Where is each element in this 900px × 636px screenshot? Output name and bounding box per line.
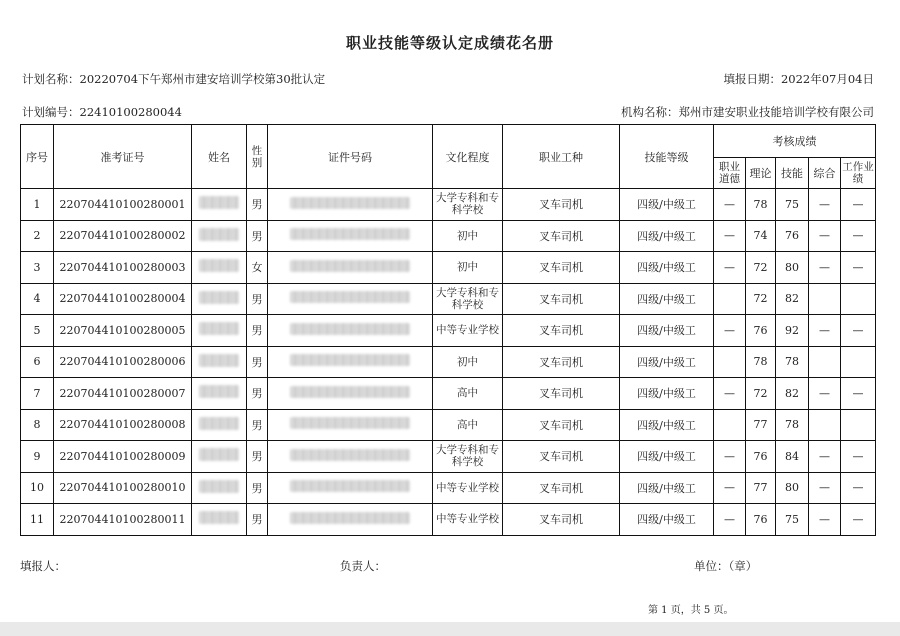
redacted-block	[290, 354, 410, 366]
redacted-block	[290, 480, 410, 492]
header-skill: 技能	[776, 158, 809, 189]
cell-theory: 72	[746, 252, 776, 284]
cell-work-performance: —	[841, 252, 876, 284]
cell-occupation: 叉车司机	[503, 189, 620, 221]
cell-occupation: 叉车司机	[503, 220, 620, 252]
header-overall: 综合	[809, 158, 841, 189]
redacted-block	[199, 385, 239, 398]
cell-gender: 男	[247, 409, 268, 441]
redacted-block	[199, 480, 239, 493]
cell-id-redacted	[268, 283, 433, 315]
cell-seq: 10	[21, 472, 54, 504]
redacted-block	[199, 228, 239, 241]
score-roster-table	[20, 124, 876, 536]
cell-gender: 女	[247, 252, 268, 284]
cell-skill-level: 四级/中级工	[620, 409, 714, 441]
cell-work-performance: —	[841, 472, 876, 504]
cell-skill: 92	[776, 315, 809, 347]
cell-overall: —	[809, 378, 841, 410]
header-scores-group: 考核成绩	[714, 125, 876, 158]
redacted-block	[199, 448, 239, 461]
cell-overall: —	[809, 504, 841, 536]
cell-seq: 7	[21, 378, 54, 410]
cell-seq: 5	[21, 315, 54, 347]
cell-skill-level: 四级/中级工	[620, 315, 714, 347]
header-name: 姓名	[192, 125, 247, 189]
cell-ticket-no: 220704410100280008	[54, 409, 192, 441]
redacted-block	[290, 260, 410, 272]
cell-name-redacted	[192, 252, 247, 284]
redacted-block	[199, 511, 239, 524]
cell-ticket-no: 220704410100280010	[54, 472, 192, 504]
cell-ticket-no: 220704410100280005	[54, 315, 192, 347]
cell-name-redacted	[192, 283, 247, 315]
cell-id-redacted	[268, 504, 433, 536]
cell-work-performance: —	[841, 504, 876, 536]
cell-occupation: 叉车司机	[503, 252, 620, 284]
cell-ethics: —	[714, 315, 746, 347]
header-occupation: 职业工种	[503, 125, 620, 189]
header-theory: 理论	[746, 158, 776, 189]
cell-seq: 8	[21, 409, 54, 441]
cell-overall	[809, 283, 841, 315]
cell-occupation: 叉车司机	[503, 315, 620, 347]
cell-id-redacted	[268, 409, 433, 441]
filler-label: 填报人：	[20, 559, 66, 573]
cell-education: 中等专业学校	[433, 504, 503, 536]
cell-education: 中等专业学校	[433, 472, 503, 504]
cell-ethics: —	[714, 220, 746, 252]
cell-name-redacted	[192, 409, 247, 441]
redacted-block	[290, 417, 410, 429]
cell-name-redacted	[192, 441, 247, 473]
cell-overall	[809, 346, 841, 378]
cell-occupation: 叉车司机	[503, 504, 620, 536]
cell-ethics: —	[714, 189, 746, 221]
cell-overall: —	[809, 252, 841, 284]
table-row	[21, 346, 876, 378]
cell-gender: 男	[247, 220, 268, 252]
cell-ethics: —	[714, 252, 746, 284]
cell-education: 初中	[433, 252, 503, 284]
cell-id-redacted	[268, 220, 433, 252]
cell-skill: 80	[776, 252, 809, 284]
page-indicator: 第 1 页，共 5 页。	[648, 605, 734, 616]
redacted-block	[290, 449, 410, 461]
cell-skill-level: 四级/中级工	[620, 252, 714, 284]
cell-skill: 82	[776, 283, 809, 315]
plan-number: 计划编号：22410100280044	[22, 105, 182, 119]
table-row	[21, 189, 876, 221]
redacted-block	[199, 354, 239, 367]
redacted-block	[290, 512, 410, 524]
cell-overall: —	[809, 220, 841, 252]
cell-work-performance: —	[841, 189, 876, 221]
cell-education: 初中	[433, 346, 503, 378]
table-row	[21, 409, 876, 441]
cell-education: 初中	[433, 220, 503, 252]
cell-id-redacted	[268, 378, 433, 410]
header-id-number: 证件号码	[268, 125, 433, 189]
table-row	[21, 252, 876, 284]
cell-theory: 74	[746, 220, 776, 252]
cell-name-redacted	[192, 346, 247, 378]
header-ethics: 职业道德	[714, 158, 746, 189]
header-work-performance: 工作业绩	[841, 158, 876, 189]
cell-theory: 76	[746, 504, 776, 536]
cell-name-redacted	[192, 189, 247, 221]
unit-seal-label: 单位：（章）	[694, 559, 758, 573]
header-education: 文化程度	[433, 125, 503, 189]
cell-skill: 76	[776, 220, 809, 252]
cell-skill-level: 四级/中级工	[620, 346, 714, 378]
cell-name-redacted	[192, 378, 247, 410]
redacted-block	[290, 291, 410, 303]
cell-name-redacted	[192, 220, 247, 252]
cell-ethics: —	[714, 472, 746, 504]
table-row	[21, 283, 876, 315]
cell-skill: 78	[776, 409, 809, 441]
cell-ticket-no: 220704410100280002	[54, 220, 192, 252]
cell-id-redacted	[268, 189, 433, 221]
redacted-block	[199, 322, 239, 335]
cell-gender: 男	[247, 504, 268, 536]
cell-work-performance	[841, 346, 876, 378]
cell-theory: 76	[746, 441, 776, 473]
cell-seq: 9	[21, 441, 54, 473]
cell-ticket-no: 220704410100280004	[54, 283, 192, 315]
cell-skill: 78	[776, 346, 809, 378]
organization-name: 机构名称：郑州市建安职业技能培训学校有限公司	[621, 105, 874, 119]
redacted-block	[290, 323, 410, 335]
cell-name-redacted	[192, 504, 247, 536]
cell-ticket-no: 220704410100280009	[54, 441, 192, 473]
cell-ethics: —	[714, 378, 746, 410]
cell-work-performance: —	[841, 378, 876, 410]
cell-occupation: 叉车司机	[503, 378, 620, 410]
cell-id-redacted	[268, 441, 433, 473]
cell-id-redacted	[268, 472, 433, 504]
cell-name-redacted	[192, 315, 247, 347]
table-row	[21, 472, 876, 504]
cell-gender: 男	[247, 441, 268, 473]
cell-skill: 75	[776, 504, 809, 536]
cell-gender: 男	[247, 315, 268, 347]
cell-education: 大学专科和专科学校	[433, 441, 503, 473]
roster-body	[21, 189, 876, 536]
cell-seq: 2	[21, 220, 54, 252]
cell-gender: 男	[247, 346, 268, 378]
cell-work-performance: —	[841, 220, 876, 252]
cell-ethics: —	[714, 504, 746, 536]
cell-theory: 77	[746, 472, 776, 504]
cell-ticket-no: 220704410100280001	[54, 189, 192, 221]
cell-work-performance	[841, 409, 876, 441]
cell-seq: 11	[21, 504, 54, 536]
cell-seq: 3	[21, 252, 54, 284]
redacted-block	[199, 291, 239, 304]
cell-skill-level: 四级/中级工	[620, 220, 714, 252]
cell-gender: 男	[247, 283, 268, 315]
cell-occupation: 叉车司机	[503, 346, 620, 378]
cell-theory: 72	[746, 283, 776, 315]
cell-id-redacted	[268, 346, 433, 378]
redacted-block	[290, 197, 410, 209]
cell-overall: —	[809, 472, 841, 504]
cell-skill: 75	[776, 189, 809, 221]
table-row	[21, 504, 876, 536]
cell-skill-level: 四级/中级工	[620, 441, 714, 473]
cell-skill: 82	[776, 378, 809, 410]
cell-work-performance: —	[841, 315, 876, 347]
cell-occupation: 叉车司机	[503, 409, 620, 441]
cell-skill-level: 四级/中级工	[620, 189, 714, 221]
cell-education: 高中	[433, 409, 503, 441]
manager-label: 负责人：	[340, 559, 386, 573]
cell-ticket-no: 220704410100280011	[54, 504, 192, 536]
redacted-block	[290, 228, 410, 240]
redacted-block	[199, 196, 239, 209]
fill-date: 填报日期：2022年07月04日	[723, 72, 874, 86]
cell-education: 大学专科和专科学校	[433, 283, 503, 315]
cell-work-performance: —	[841, 441, 876, 473]
cell-overall: —	[809, 315, 841, 347]
header-skill-level: 技能等级	[620, 125, 714, 189]
cell-theory: 78	[746, 346, 776, 378]
cell-theory: 76	[746, 315, 776, 347]
cell-seq: 1	[21, 189, 54, 221]
table-row	[21, 441, 876, 473]
redacted-block	[199, 417, 239, 430]
cell-ethics	[714, 409, 746, 441]
cell-skill-level: 四级/中级工	[620, 283, 714, 315]
cell-gender: 男	[247, 378, 268, 410]
cell-ticket-no: 220704410100280003	[54, 252, 192, 284]
header-seq: 序号	[21, 125, 54, 189]
cell-ethics: —	[714, 441, 746, 473]
cell-overall: —	[809, 189, 841, 221]
cell-work-performance	[841, 283, 876, 315]
cell-gender: 男	[247, 189, 268, 221]
plan-name: 计划名称：20220704下午郑州市建安培训学校第30批认定	[22, 72, 326, 86]
cell-skill: 84	[776, 441, 809, 473]
cell-occupation: 叉车司机	[503, 472, 620, 504]
redacted-block	[199, 259, 239, 272]
cell-seq: 6	[21, 346, 54, 378]
cell-education: 高中	[433, 378, 503, 410]
table-row	[21, 378, 876, 410]
cell-ticket-no: 220704410100280007	[54, 378, 192, 410]
cell-ethics	[714, 283, 746, 315]
cell-skill: 80	[776, 472, 809, 504]
cell-education: 大学专科和专科学校	[433, 189, 503, 221]
cell-overall	[809, 409, 841, 441]
cell-skill-level: 四级/中级工	[620, 378, 714, 410]
cell-id-redacted	[268, 252, 433, 284]
header-ticket-no: 准考证号	[54, 125, 192, 189]
header-gender: 性别	[247, 125, 268, 189]
redacted-block	[290, 386, 410, 398]
cell-occupation: 叉车司机	[503, 441, 620, 473]
cell-education: 中等专业学校	[433, 315, 503, 347]
cell-skill-level: 四级/中级工	[620, 504, 714, 536]
cell-skill-level: 四级/中级工	[620, 472, 714, 504]
cell-id-redacted	[268, 315, 433, 347]
cell-name-redacted	[192, 472, 247, 504]
cell-seq: 4	[21, 283, 54, 315]
bottom-scroll-band	[0, 622, 900, 636]
cell-ethics	[714, 346, 746, 378]
table-row	[21, 315, 876, 347]
cell-theory: 72	[746, 378, 776, 410]
cell-ticket-no: 220704410100280006	[54, 346, 192, 378]
cell-overall: —	[809, 441, 841, 473]
cell-occupation: 叉车司机	[503, 283, 620, 315]
cell-theory: 78	[746, 189, 776, 221]
cell-theory: 77	[746, 409, 776, 441]
table-row	[21, 220, 876, 252]
document-title: 职业技能等级认定成绩花名册	[345, 34, 554, 52]
cell-gender: 男	[247, 472, 268, 504]
